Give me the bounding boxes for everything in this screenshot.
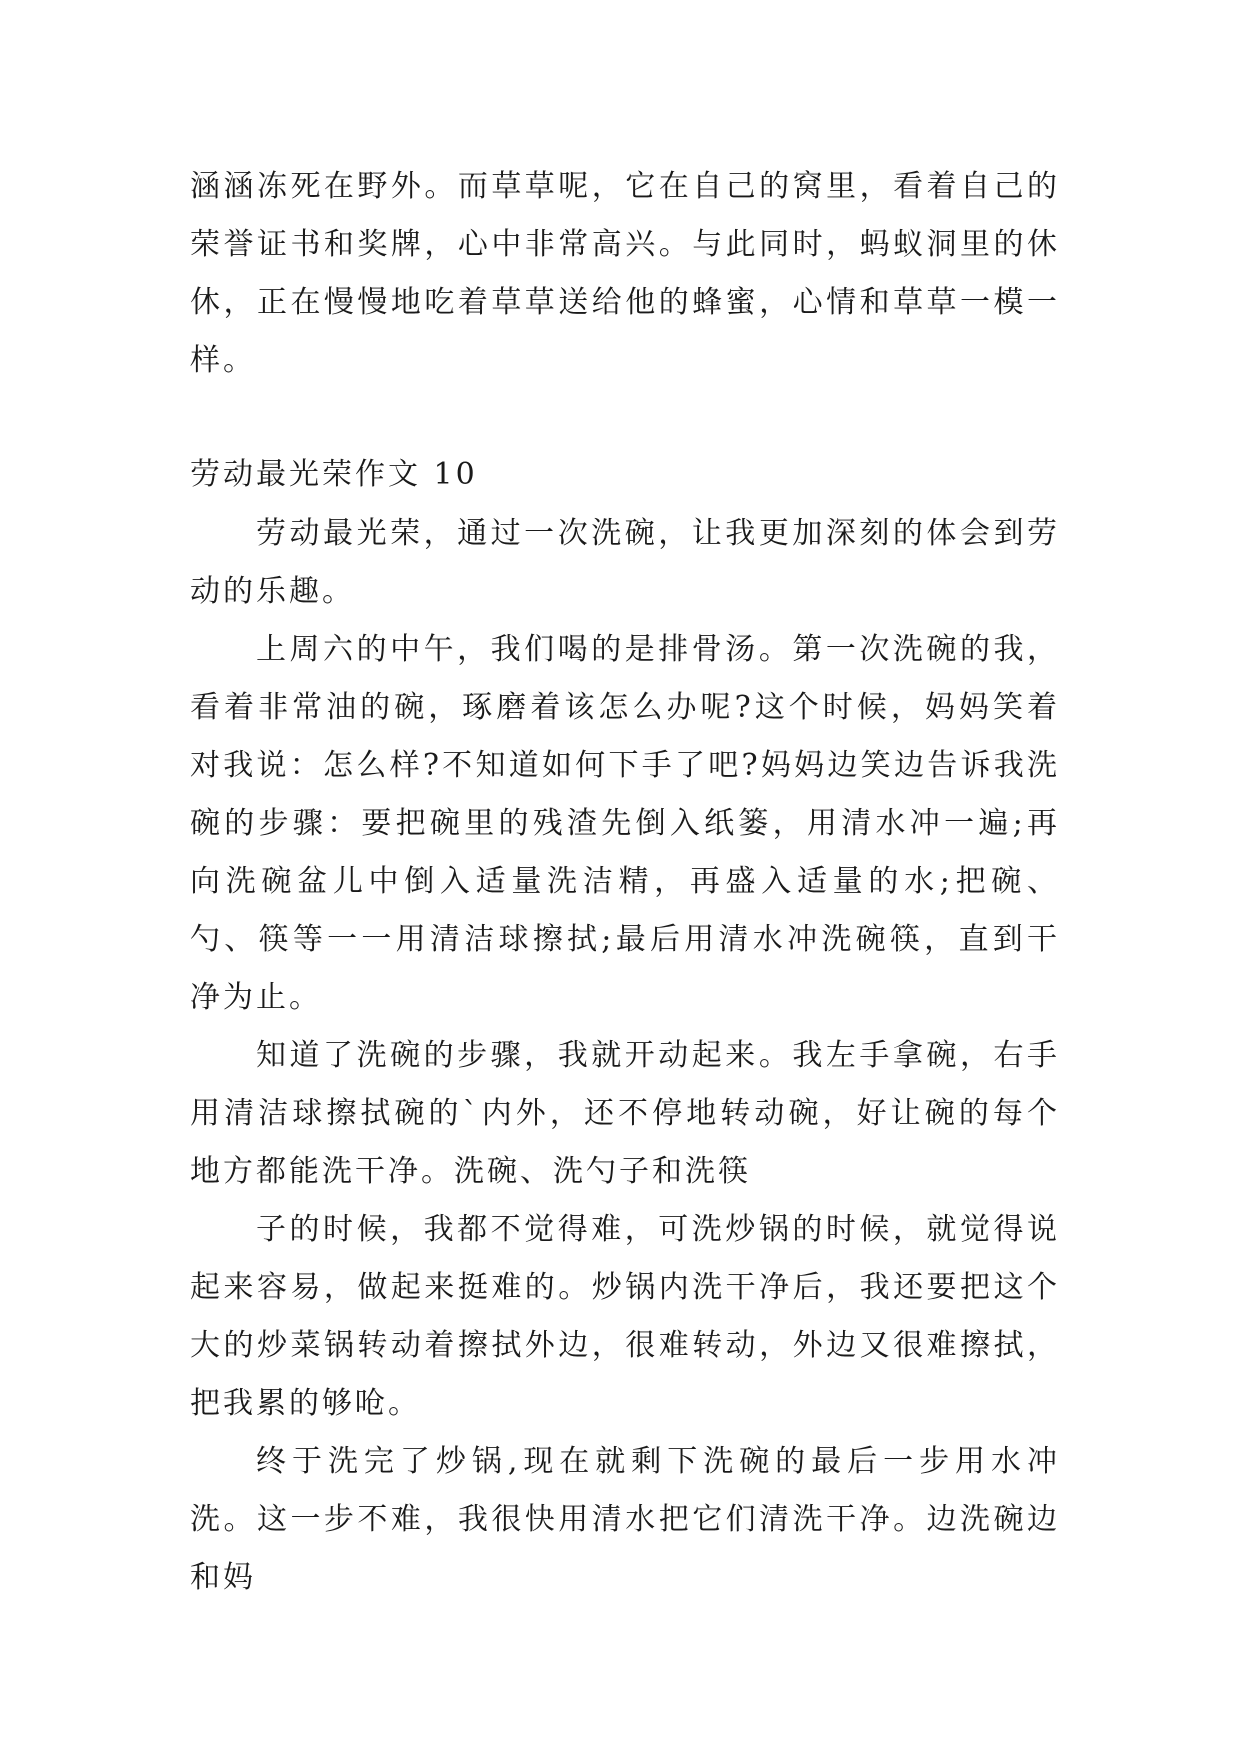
paragraph: 劳动最光荣，通过一次洗碗，让我更加深刻的体会到劳动的乐趣。 — [190, 516, 1060, 609]
continuation-text-block — [190, 158, 1060, 390]
paragraph: 子的时候，我都不觉得难，可洗炒锅的时候，就觉得说起来容易，做起来挺难的。炒锅内洗干净后，我还要把这个大的炒菜锅转动着擦拭外边，很难转动，外边又很难擦拭，把我累的够呛。 — [190, 1212, 1060, 1421]
paragraph: 上周六的中午，我们喝的是排骨汤。第一次洗碗的我，看着非常油的碗，琢磨着该怎么办呢?这个时候，妈妈笑着对我说：怎么样?不知道如何下手了吧?妈妈边笑边告诉我洗碗的步骤：要把碗里的残渣先倒入纸篓，用清水冲一遍;再向洗碗盆儿中倒入适量洗洁精，再盛入适量的水;把碗、勺、筷等一一用清洁球擦拭;最后用清水冲洗碗筷，直到干净为止。 — [190, 632, 1060, 1015]
paragraph: 终于洗完了炒锅,现在就剩下洗碗的最后一步用水冲洗。这一步不难，我很快用清水把它们清洗干净。边洗碗边和妈 — [190, 1444, 1060, 1595]
section-heading: 劳动最光荣作文 10 — [190, 457, 478, 492]
continuation-paragraph: 涵涵冻死在野外。而草草呢，它在自己的窝里，看着自己的荣誉证书和奖牌，心中非常高兴。与此同时，蚂蚁洞里的休休，正在慢慢地吃着草草送给他的蜂蜜，心情和草草一模一样。 — [190, 169, 1060, 378]
paragraph: 知道了洗碗的步骤，我就开动起来。我左手拿碗，右手用清洁球擦拭碗的`内外，还不停地转动碗，好让碗的每个地方都能洗干净。洗碗、洗勺子和洗筷 — [190, 1038, 1060, 1189]
section-body — [190, 505, 1060, 1607]
